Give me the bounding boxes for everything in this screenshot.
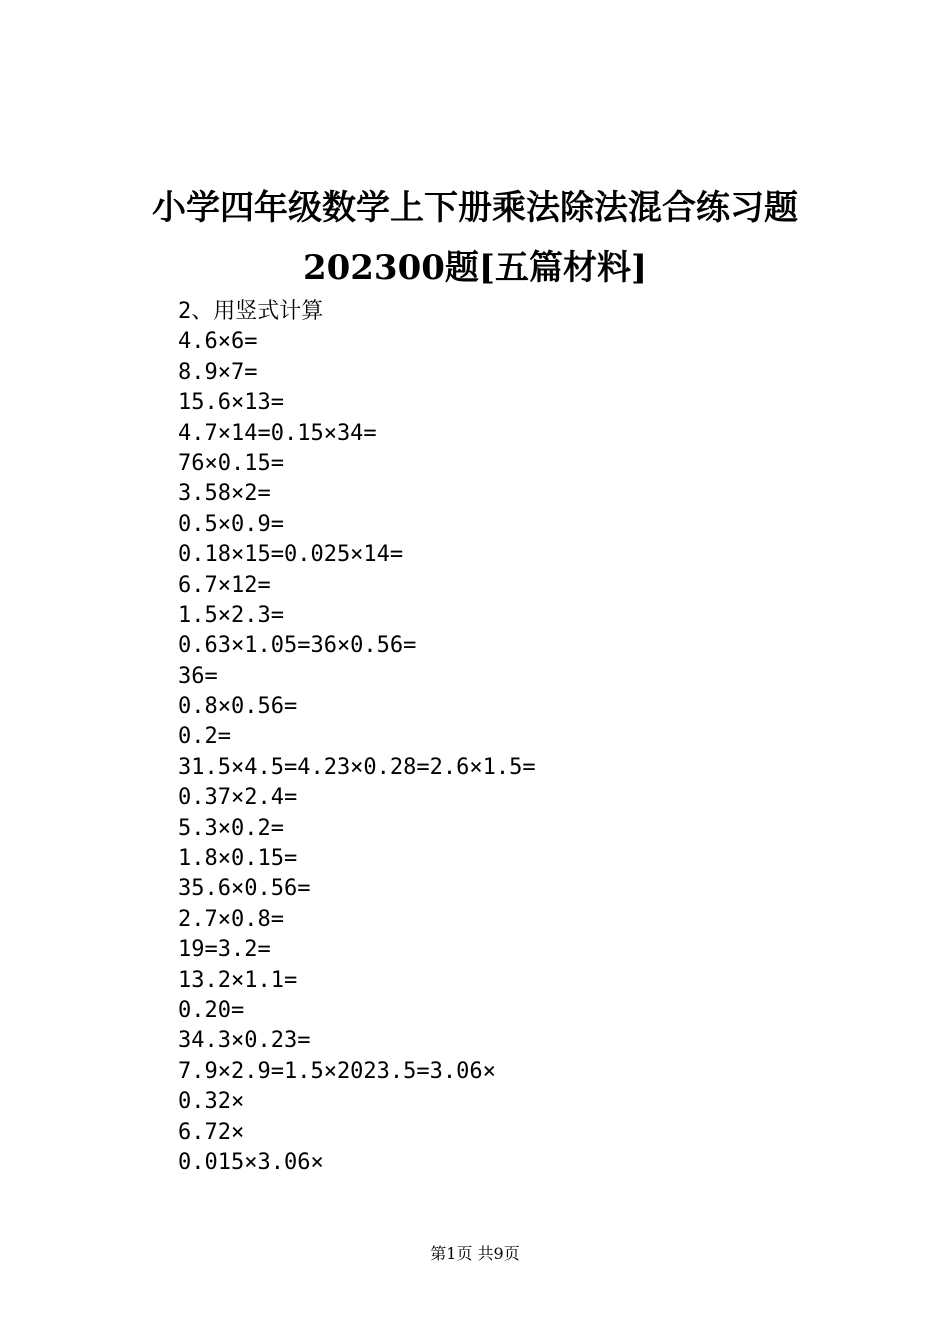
exercise-line: 6.72× [178,1119,245,1145]
exercise-line: 0.63×1.05=36×0.56= [178,633,417,659]
exercise-line: 15.6×13= [178,390,284,416]
exercise-line: 8.9×7= [178,359,258,385]
exercise-line: 5.3×0.2= [178,815,284,841]
exercise-line: 19=3.2= [178,937,271,963]
exercise-line: 0.18×15=0.025×14= [178,542,404,568]
exercise-line: 0.5×0.9= [178,511,284,537]
exercise-line: 7.9×2.9=1.5×2023.5=3.06× [178,1058,496,1084]
exercise-line: 3.58×2= [178,481,271,507]
exercise-line: 0.32× [178,1089,245,1115]
document-title-line2: 202300题[五篇材料] [302,248,648,288]
exercise-line: 31.5×4.5=4.23×0.28=2.6×1.5= [178,754,536,780]
exercise-line: 0.37×2.4= [178,785,298,811]
exercise-line: 0.8×0.56= [178,694,298,720]
exercise-line: 1.8×0.15= [178,846,298,872]
page-footer: 第1页 共9页 [430,1244,520,1263]
exercise-line: 2.7×0.8= [178,906,284,932]
section-heading: 2、用竖式计算 [178,299,324,324]
exercise-line: 76×0.15= [178,450,284,476]
exercise-list [178,297,878,1178]
exercise-line: 0.2= [178,724,231,750]
exercise-line: 0.20= [178,997,245,1023]
exercise-line: 6.7×12= [178,572,271,598]
document-title-line1: 小学四年级数学上下册乘法除法混合练习题 [152,188,798,228]
exercise-line: 35.6×0.56= [178,876,311,902]
exercise-line: 34.3×0.23= [178,1028,311,1054]
exercise-line: 1.5×2.3= [178,602,284,628]
exercise-line: 0.015×3.06× [178,1149,324,1175]
exercise-line: 36= [178,663,218,689]
exercise-line: 4.7×14=0.15×34= [178,420,377,446]
exercise-line: 4.6×6= [178,329,258,355]
exercise-line: 13.2×1.1= [178,967,298,993]
